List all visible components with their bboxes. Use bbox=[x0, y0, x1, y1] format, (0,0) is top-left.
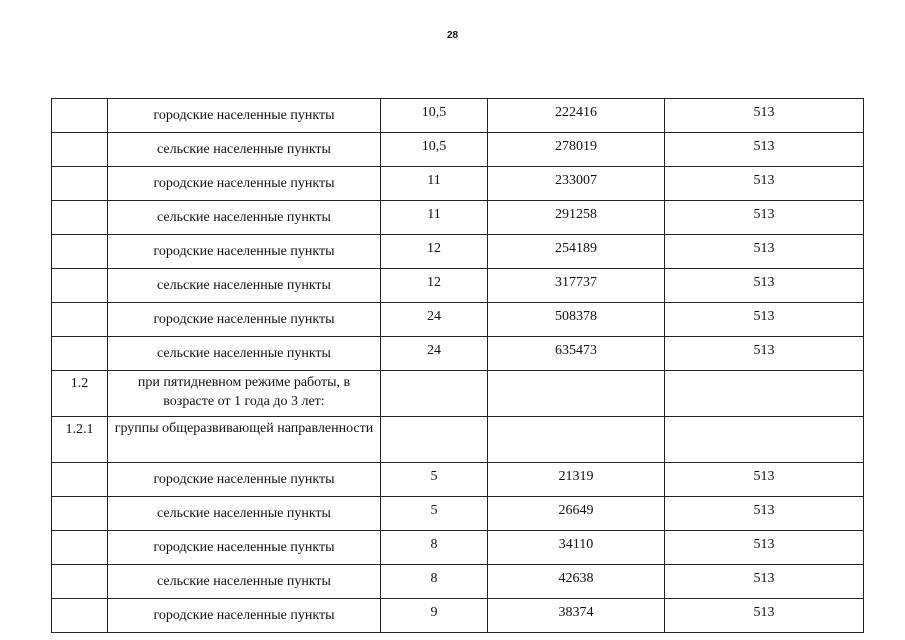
row-hours: 10,5 bbox=[381, 99, 488, 133]
row-code bbox=[665, 371, 864, 417]
row-code: 513 bbox=[665, 99, 864, 133]
page-number: 28 bbox=[446, 30, 459, 41]
row-count: 254189 bbox=[488, 235, 665, 269]
row-count: 34110 bbox=[488, 531, 665, 565]
row-number bbox=[52, 463, 108, 497]
table-row bbox=[52, 167, 864, 201]
row-code: 513 bbox=[665, 133, 864, 167]
row-hours bbox=[381, 417, 488, 463]
row-hours: 9 bbox=[381, 599, 488, 633]
table-row bbox=[52, 133, 864, 167]
row-count: 26649 bbox=[488, 497, 665, 531]
row-code: 513 bbox=[665, 463, 864, 497]
data-table bbox=[51, 98, 864, 633]
row-code: 513 bbox=[665, 269, 864, 303]
row-code: 513 bbox=[665, 201, 864, 235]
row-hours: 8 bbox=[381, 531, 488, 565]
row-hours: 8 bbox=[381, 565, 488, 599]
row-count: 42638 bbox=[488, 565, 665, 599]
row-hours: 10,5 bbox=[381, 133, 488, 167]
row-count: 508378 bbox=[488, 303, 665, 337]
row-count: 38374 bbox=[488, 599, 665, 633]
row-code bbox=[665, 417, 864, 463]
table-row bbox=[52, 99, 864, 133]
row-number bbox=[52, 269, 108, 303]
table-row bbox=[52, 201, 864, 235]
row-code: 513 bbox=[665, 497, 864, 531]
row-hours: 24 bbox=[381, 303, 488, 337]
row-number bbox=[52, 235, 108, 269]
table-row bbox=[52, 269, 864, 303]
table-row bbox=[52, 599, 864, 633]
table-body bbox=[52, 99, 864, 633]
row-hours: 5 bbox=[381, 497, 488, 531]
row-name: сельские населенные пункты bbox=[108, 201, 381, 235]
row-count: 233007 bbox=[488, 167, 665, 201]
row-name: городские населенные пункты bbox=[108, 99, 381, 133]
row-count: 317737 bbox=[488, 269, 665, 303]
row-number bbox=[52, 201, 108, 235]
row-count: 635473 bbox=[488, 337, 665, 371]
row-name: городские населенные пункты bbox=[108, 235, 381, 269]
row-count bbox=[488, 417, 665, 463]
row-hours: 5 bbox=[381, 463, 488, 497]
row-name: сельские населенные пункты bbox=[108, 565, 381, 599]
row-number bbox=[52, 565, 108, 599]
table-row bbox=[52, 463, 864, 497]
table-section-row bbox=[52, 371, 864, 417]
row-number bbox=[52, 337, 108, 371]
row-code: 513 bbox=[665, 565, 864, 599]
row-name: сельские населенные пункты bbox=[108, 269, 381, 303]
row-name: городские населенные пункты bbox=[108, 303, 381, 337]
row-hours: 12 bbox=[381, 269, 488, 303]
table-section-row bbox=[52, 417, 864, 463]
table-row bbox=[52, 565, 864, 599]
row-hours: 12 bbox=[381, 235, 488, 269]
row-number bbox=[52, 599, 108, 633]
row-number bbox=[52, 303, 108, 337]
row-code: 513 bbox=[665, 337, 864, 371]
row-count: 21319 bbox=[488, 463, 665, 497]
row-count: 222416 bbox=[488, 99, 665, 133]
row-number bbox=[52, 99, 108, 133]
section-title: группы общеразвивающей направленности bbox=[108, 417, 381, 463]
row-name: городские населенные пункты bbox=[108, 463, 381, 497]
row-number bbox=[52, 167, 108, 201]
row-hours: 11 bbox=[381, 201, 488, 235]
row-name: сельские населенные пункты bbox=[108, 497, 381, 531]
row-name: городские населенные пункты bbox=[108, 531, 381, 565]
table-row bbox=[52, 235, 864, 269]
row-count: 291258 bbox=[488, 201, 665, 235]
row-code: 513 bbox=[665, 167, 864, 201]
row-code: 513 bbox=[665, 531, 864, 565]
section-title: при пятидневном режиме работы, в возрасте от 1 года до 3 лет: bbox=[108, 371, 381, 417]
table-row bbox=[52, 531, 864, 565]
row-number bbox=[52, 531, 108, 565]
row-code: 513 bbox=[665, 235, 864, 269]
row-number bbox=[52, 133, 108, 167]
table-row bbox=[52, 497, 864, 531]
row-hours: 11 bbox=[381, 167, 488, 201]
row-hours: 24 bbox=[381, 337, 488, 371]
row-name: сельские населенные пункты bbox=[108, 133, 381, 167]
row-code: 513 bbox=[665, 303, 864, 337]
row-name: городские населенные пункты bbox=[108, 599, 381, 633]
row-name: городские населенные пункты bbox=[108, 167, 381, 201]
row-number bbox=[52, 497, 108, 531]
row-code: 513 bbox=[665, 599, 864, 633]
row-name: сельские населенные пункты bbox=[108, 337, 381, 371]
table-row bbox=[52, 303, 864, 337]
section-number: 1.2 bbox=[52, 371, 108, 417]
row-count bbox=[488, 371, 665, 417]
section-number: 1.2.1 bbox=[52, 417, 108, 463]
row-hours bbox=[381, 371, 488, 417]
row-count: 278019 bbox=[488, 133, 665, 167]
table-row bbox=[52, 337, 864, 371]
